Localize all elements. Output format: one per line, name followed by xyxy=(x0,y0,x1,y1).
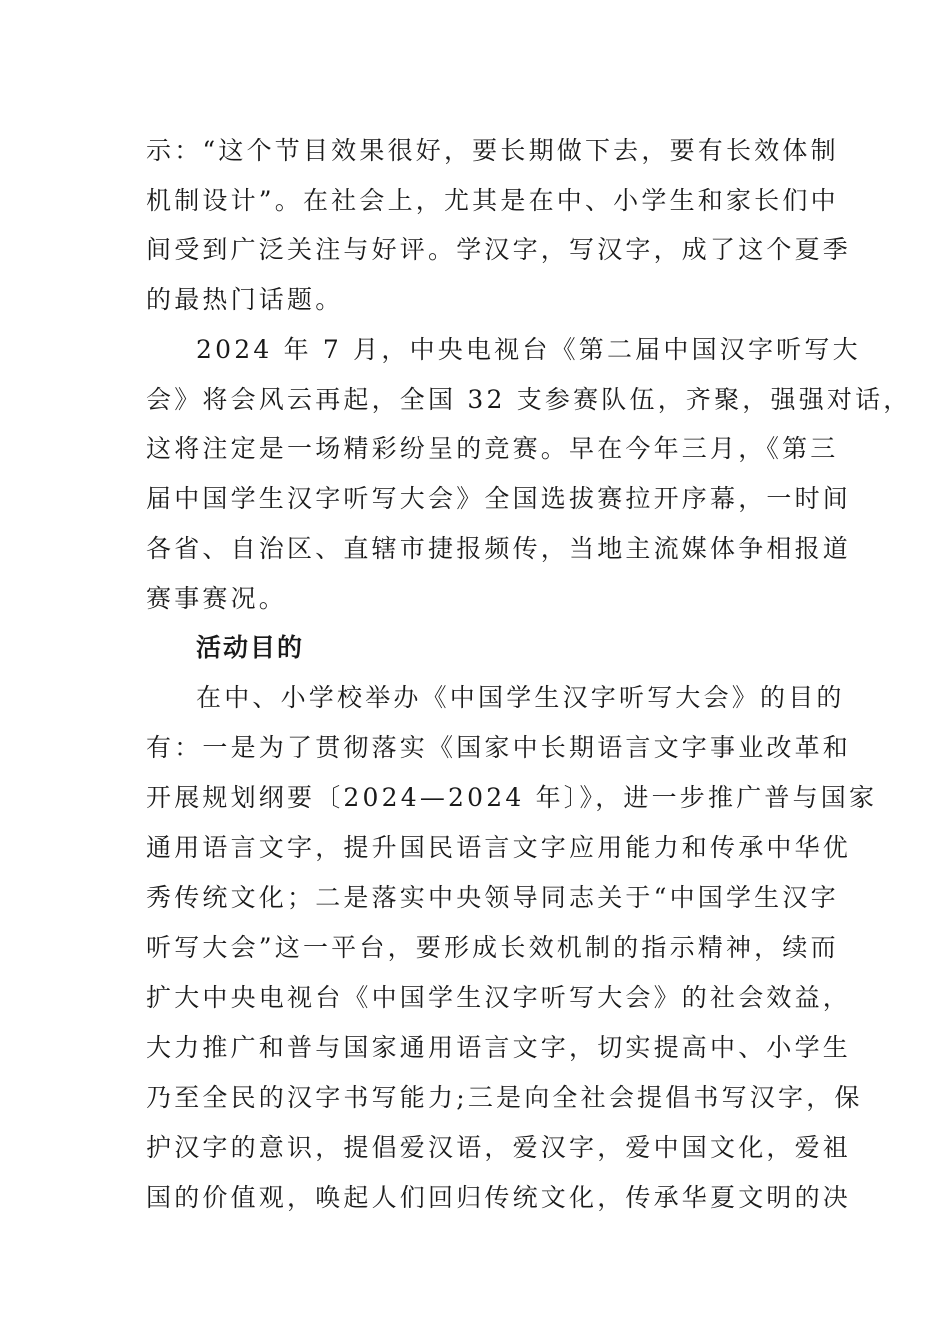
text-line: 扩大中央电视台《中国学生汉字听写大会》的社会效益， xyxy=(146,983,852,1012)
text-line: 各省、自治区、直辖市捷报频传，当地主流媒体争相报道 xyxy=(146,534,852,563)
text-line: 国的价值观，唤起人们回归传统文化，传承华夏文明的决 xyxy=(146,1183,852,1212)
text-line: 这将注定是一场精彩纷呈的竞赛。早在今年三月，《第三 xyxy=(146,434,839,463)
text-line: 的最热门话题。 xyxy=(146,285,344,314)
section-heading: 活动目的 xyxy=(196,633,305,662)
text-line: 听写大会”这一平台，要形成长效机制的指示精神，续而 xyxy=(146,933,839,962)
text-line: 示：“这个节目效果很好，要长期做下去，要有长效体制 xyxy=(146,136,839,165)
text-line: 护汉字的意识，提倡爱汉语，爱汉字，爱中国文化，爱祖 xyxy=(146,1133,852,1162)
text-line: 会》将会风云再起，全国 32 支参赛队伍，齐聚，强强对话， xyxy=(146,385,912,414)
text-line: 机制设计”。在社会上，尤其是在中、小学生和家长们中 xyxy=(146,186,839,215)
text-line: 间受到广泛关注与好评。学汉字，写汉字，成了这个夏季 xyxy=(146,235,852,264)
text-line: 乃至全民的汉字书写能力;三是向全社会提倡书写汉字，保 xyxy=(146,1083,863,1112)
text-line: 2024 年 7 月，中央电视台《第二届中国汉字听写大 xyxy=(196,335,861,364)
text-line: 通用语言文字，提升国民语言文字应用能力和传承中华优 xyxy=(146,833,852,862)
text-line: 大力推广和普与国家通用语言文字，切实提高中、小学生 xyxy=(146,1033,852,1062)
text-line: 开展规划纲要〔2024—2024 年〕》，进一步推广普与国家 xyxy=(146,783,878,812)
text-line: 届中国学生汉字听写大会》全国选拔赛拉开序幕，一时间 xyxy=(146,484,852,513)
text-line: 秀传统文化；二是落实中央领导同志关于“中国学生汉字 xyxy=(146,883,839,912)
text-line: 在中、小学校举办《中国学生汉字听写大会》的目的 xyxy=(196,683,845,712)
text-line: 有：一是为了贯彻落实《国家中长期语言文字事业改革和 xyxy=(146,733,852,762)
text-line: 赛事赛况。 xyxy=(146,584,288,613)
